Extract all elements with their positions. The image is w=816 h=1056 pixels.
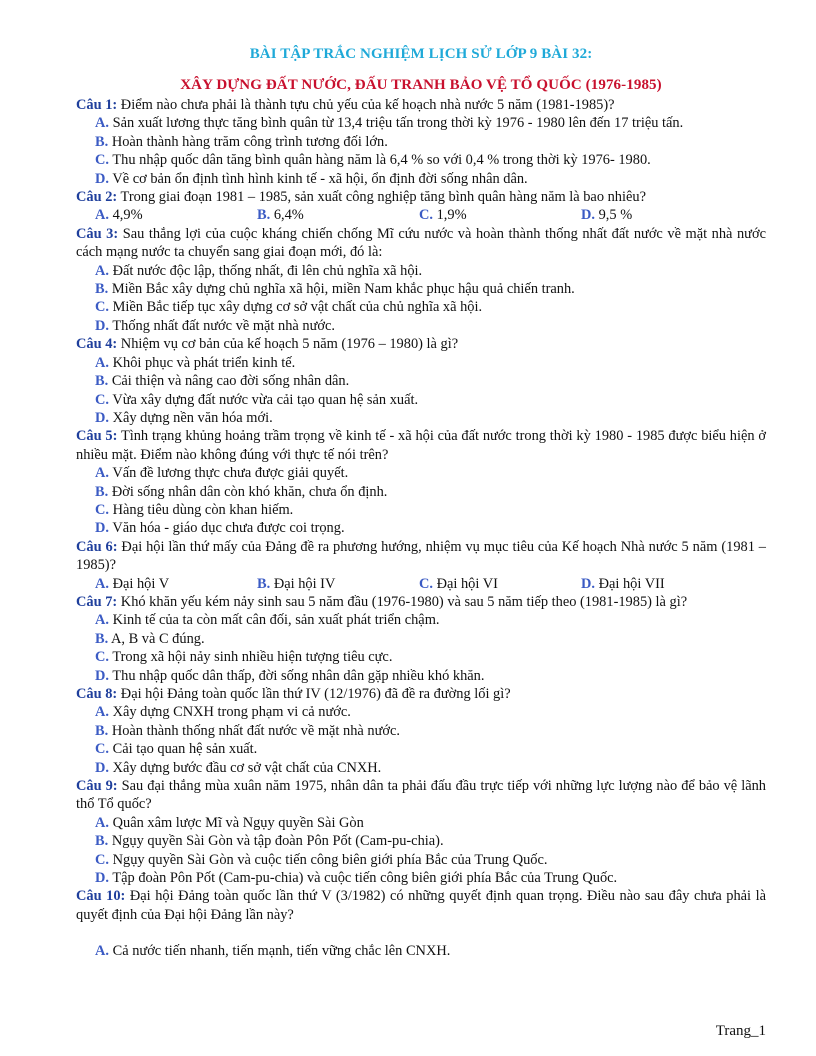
option — [76, 703, 766, 721]
option-text: Quân xâm lược Mĩ và Ngụy quyền Sài Gòn — [112, 814, 364, 831]
option — [581, 575, 743, 593]
option-label: B. — [95, 133, 109, 150]
question-text: Đại hội Đảng toàn quốc lần thứ V (3/1982) có những quyết định quan trọng. Điều nào sau đây chưa phải là quyết định của Đại hội Đảng lần này? — [76, 888, 767, 923]
option-text: Xây dựng bước đầu cơ sở vật chất của CNXH. — [112, 759, 382, 776]
option-label: C. — [95, 649, 109, 666]
option — [76, 133, 766, 151]
option — [419, 575, 581, 593]
option-text: Xây dựng CNXH trong phạm vi cả nước. — [112, 704, 351, 721]
option — [419, 206, 581, 224]
option-text: Miền Bắc xây dựng chủ nghĩa xã hội, miền Nam khắc phục hậu quả chiến tranh. — [111, 281, 575, 298]
option-label: A. — [95, 612, 109, 629]
option — [95, 575, 257, 593]
option — [76, 869, 766, 887]
option-text: Miền Bắc tiếp tục xây dựng cơ sở vật chất của chủ nghĩa xã hội. — [112, 299, 483, 316]
option — [76, 814, 766, 832]
question-label: Câu 6: — [76, 538, 118, 555]
question-label: Câu 8: — [76, 686, 118, 702]
option-row — [76, 206, 766, 224]
option — [76, 170, 766, 188]
option — [76, 611, 766, 629]
question-text: Đại hội lần thứ mấy của Đảng đề ra phương hướng, nhiệm vụ mục tiêu của Kế hoạch Nhà nước 5 năm (1981 – 1985)? — [76, 538, 767, 574]
option-text: Đại hội VI — [436, 575, 498, 592]
question-label: Câu 3: — [76, 225, 119, 242]
option-text: 9,5 % — [598, 207, 633, 224]
option-label: A. — [95, 943, 109, 960]
option — [76, 740, 766, 758]
option — [76, 317, 766, 335]
option-text: Kinh tế của ta còn mất cân đối, sản xuất phát triển chậm. — [112, 612, 440, 629]
worksheet-subtitle: XÂY DỰNG ĐẤT NƯỚC, ĐẤU TRANH BẢO VỆ TỔ QUỐC (1976-1985) — [180, 77, 662, 93]
option-label: C. — [419, 575, 433, 592]
option — [76, 519, 766, 537]
question-text: Trong giai đoạn 1981 – 1985, sản xuất công nghiệp tăng bình quân hàng năm là bao nhiêu? — [120, 189, 646, 206]
question-text: Nhiệm vụ cơ bản của kế hoạch 5 năm (1976 – 1980) là gì? — [120, 336, 459, 353]
question-text: Sau thắng lợi của cuộc kháng chiến chống Mĩ cứu nước và hoàn thành thống nhất đất nước về mặt nhà nước cách mạng nước ta chuyển sang giai đoạn mới, đó là: — [76, 225, 766, 261]
option-label: A. — [95, 354, 109, 371]
option-text: Đại hội V — [112, 575, 170, 592]
option-text: 6,4% — [273, 207, 304, 224]
option-text: Cải tạo quan hệ sản xuất. — [112, 741, 258, 758]
option-text: Xây dựng nền văn hóa mới. — [112, 409, 273, 426]
question-text: Sau đại thắng mùa xuân năm 1975, nhân dân ta phải đấu đầu trực tiếp với những lực lượng nào để bảo vệ lãnh thổ Tổ quốc? — [76, 778, 766, 813]
option-label: C. — [95, 851, 109, 868]
option-label: B. — [95, 722, 109, 739]
option — [76, 667, 766, 685]
question-label: Câu 4: — [76, 336, 118, 353]
option-text: 1,9% — [436, 207, 467, 224]
option — [76, 298, 766, 316]
option-label: A. — [95, 207, 109, 224]
worksheet-title: BÀI TẬP TRẮC NGHIỆM LỊCH SỬ LỚP 9 BÀI 32: — [249, 46, 593, 62]
option — [76, 942, 766, 960]
option — [76, 483, 766, 501]
option-label: B. — [257, 207, 271, 224]
option-label: C. — [95, 152, 109, 169]
option-text: Hoàn thành thống nhất đất nước về mặt nhà nước. — [111, 722, 400, 739]
option — [76, 759, 766, 777]
option-label: C. — [95, 741, 109, 758]
option-text: Thu nhập quốc dân thấp, đời sống nhân dân gặp nhiều khó khăn. — [112, 667, 485, 684]
document-page — [76, 0, 766, 961]
option-text: Đại hội IV — [273, 575, 336, 592]
option-text: Thống nhất đất nước về mặt nhà nước. — [112, 317, 335, 334]
spacer — [76, 924, 766, 942]
option — [76, 372, 766, 390]
option-label: B. — [95, 373, 109, 390]
option — [95, 206, 257, 224]
option-text: Trong xã hội nảy sinh nhiều hiện tượng tiêu cực. — [112, 649, 393, 666]
option — [76, 722, 766, 740]
option — [76, 851, 766, 869]
question-label: Câu 10: — [76, 888, 126, 905]
option — [76, 280, 766, 298]
option-text: Đất nước độc lập, thống nhất, đi lên chủ nghĩa xã hội. — [112, 262, 423, 279]
question-10 — [76, 887, 766, 924]
option — [257, 206, 419, 224]
question-label: Câu 2: — [76, 189, 118, 206]
option-label: A. — [95, 704, 109, 721]
option-label: D. — [95, 667, 109, 684]
option — [76, 464, 766, 482]
option-text: Cả nước tiến nhanh, tiến mạnh, tiến vững chắc lên CNXH. — [112, 943, 451, 960]
question-label: Câu 5: — [76, 428, 118, 445]
option-label: C. — [95, 501, 109, 518]
option-text: Văn hóa - giáo dục chưa được coi trọng. — [112, 520, 345, 537]
option — [76, 151, 766, 169]
option — [76, 648, 766, 666]
option-text: Tập đoàn Pôn Pốt (Cam-pu-chia) và cuộc tiến công biên giới phía Bắc của Trung Quốc. — [112, 870, 618, 887]
option — [257, 575, 419, 593]
question-9 — [76, 777, 766, 814]
option-text: Vấn đề lương thực chưa được giải quyết. — [112, 465, 349, 482]
option — [76, 391, 766, 409]
option-label: A. — [95, 575, 109, 592]
option-label: D. — [95, 317, 109, 334]
option-text: Ngụy quyền Sài Gòn và tập đoàn Pôn Pốt (Cam-pu-chia). — [111, 833, 444, 850]
option — [76, 262, 766, 280]
question-7 — [76, 593, 766, 611]
question-text: Khó khăn yếu kém nảy sinh sau 5 năm đầu (1976-1980) và sau 5 năm tiếp theo (1981-1985) là gì? — [120, 593, 688, 610]
option-row — [76, 575, 766, 593]
option-label: D. — [95, 870, 109, 887]
option-label: B. — [257, 575, 271, 592]
option-label: D. — [95, 170, 109, 187]
option-text: Cải thiện và nâng cao đời sống nhân dân. — [111, 373, 350, 390]
option-label: D. — [581, 575, 595, 592]
option — [76, 409, 766, 427]
question-1 — [76, 96, 766, 114]
option — [76, 832, 766, 850]
option-label: D. — [581, 207, 595, 224]
option — [76, 114, 766, 132]
option-text: Hoàn thành hàng trăm công trình tương đối lớn. — [111, 133, 388, 150]
question-5 — [76, 427, 766, 464]
option — [581, 206, 743, 224]
option — [76, 501, 766, 519]
option-label: D. — [95, 520, 109, 537]
option-label: A. — [95, 115, 109, 132]
option-text: Vừa xây dựng đất nước vừa cải tạo quan hệ sản xuất. — [112, 391, 419, 408]
option-label: B. — [95, 630, 109, 647]
page-number: Trang_1 — [715, 1023, 766, 1039]
option-text: Ngụy quyền Sài Gòn và cuộc tiến công biên giới phía Bắc của Trung Quốc. — [112, 851, 548, 868]
option — [76, 630, 766, 648]
option-label: B. — [95, 833, 109, 850]
option-label: D. — [95, 409, 109, 426]
option-text: Đại hội VII — [598, 575, 665, 592]
question-text: Tình trạng khủng hoảng trầm trọng về kinh tế - xã hội của đất nước trong thời kỳ 1980 - 1985 được biểu hiện ở nhiều mặt. Điểm nào không đúng với thực tế nói trên? — [76, 428, 766, 463]
question-label: Câu 7: — [76, 593, 118, 610]
option-label: B. — [95, 483, 109, 500]
option-text: Thu nhập quốc dân tăng bình quân hàng năm là 6,4 % so với 0,4 % trong thời kỳ 1976- 1980. — [112, 152, 651, 169]
option-label: B. — [95, 281, 109, 298]
question-label: Câu 1: — [76, 97, 118, 113]
option-label: D. — [95, 759, 109, 776]
question-2 — [76, 188, 766, 206]
option-label: A. — [95, 262, 109, 279]
option-text: 4,9% — [112, 207, 143, 224]
option-text: Hàng tiêu dùng còn khan hiếm. — [112, 501, 294, 518]
question-8 — [76, 685, 766, 703]
option-label: A. — [95, 814, 109, 831]
question-text: Điểm nào chưa phải là thành tựu chủ yếu của kế hoạch nhà nước 5 năm (1981-1985)? — [120, 97, 615, 113]
option-text: Khôi phục và phát triển kinh tế. — [112, 354, 296, 371]
question-text: Đại hội Đảng toàn quốc lần thứ IV (12/1976) đã đề ra đường lối gì? — [120, 686, 511, 702]
option — [76, 354, 766, 372]
option-text: Về cơ bản ổn định tình hình kinh tế - xã hội, ổn định đời sống nhân dân. — [112, 170, 528, 187]
question-label: Câu 9: — [76, 778, 118, 795]
question-6 — [76, 538, 766, 575]
option-text: A, B và C đúng. — [111, 630, 205, 647]
option-label: C. — [95, 391, 109, 408]
option-text: Sản xuất lương thực tăng bình quân từ 13,4 triệu tấn trong thời kỳ 1976 - 1980 lên đến 17 triệu tấn. — [112, 115, 684, 132]
question-4 — [76, 335, 766, 353]
option-text: Đời sống nhân dân còn khó khăn, chưa ổn định. — [111, 483, 388, 500]
option-label: C. — [419, 207, 433, 224]
option-label: A. — [95, 465, 109, 482]
option-label: C. — [95, 299, 109, 316]
question-3 — [76, 225, 766, 262]
